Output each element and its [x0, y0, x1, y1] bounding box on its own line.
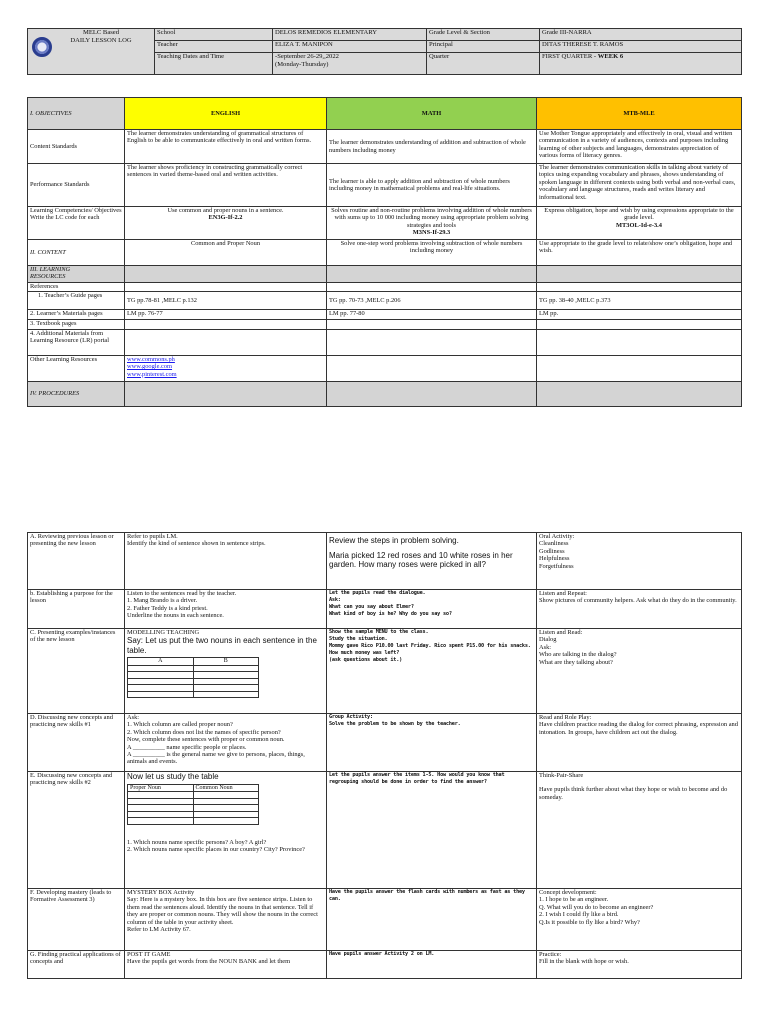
procedure-d-english [125, 714, 327, 772]
quarter-text: FIRST QUARTER - [542, 53, 597, 60]
principal-label: Principal [427, 41, 540, 53]
procedures-label: IV. PROCEDURES [28, 382, 125, 407]
procedure-d-math-line: Group Activity: [329, 714, 373, 720]
mtb-header: MTB-MLE [537, 98, 742, 130]
procedure-e-mtb [537, 772, 742, 889]
procedure-a-mtb-line: Forgetfulness [539, 562, 574, 570]
competency-mtb-text: Express obligation, hope and wish by using expressions appropriate to the grade level. [544, 207, 734, 222]
procedure-c-english [125, 629, 327, 714]
references-mtb [537, 283, 742, 292]
resources-math [327, 266, 537, 283]
procedure-f-english [125, 889, 327, 951]
procedure-c-math-line: Mommy gave Rico P10.00 last Friday. Rico spent P15.00 for his snacks. [329, 643, 531, 649]
procedure-e-math-line: Let the pupils answer the items 1-5. How would you know that regrouping should be done in order to find the answer? [329, 772, 505, 785]
procedure-a-label: A. Reviewing previous lesson or presenting the new lesson [28, 533, 125, 590]
objectives-label: I. OBJECTIVES [28, 98, 125, 130]
learner-materials-mtb: LM pp. [537, 310, 742, 320]
procedure-a-english-line: Identify the kind of sentence shown in sentence strips. [127, 540, 266, 548]
competency-math-code: M3NS-If-29.3 [412, 229, 451, 237]
additional-mtb [537, 330, 742, 356]
objectives-table [27, 97, 742, 407]
resources-label-line1: III. LEARNING [30, 266, 71, 273]
deped-seal-icon [32, 37, 52, 57]
dates-label: Teaching Dates and Time [155, 53, 273, 75]
teacher-label: Teacher [155, 41, 273, 53]
learner-materials-english: LM pp. 76-77 [125, 310, 327, 320]
teacher-guide-english: TG pp.78-81 ,MELC p.132 [125, 292, 327, 310]
procedure-b-mtb-line: Listen and Repeat: [539, 590, 587, 597]
content-standards-math: The learner demonstrates understanding of addition and subtraction of whole numbers including money [327, 130, 537, 164]
content-math [327, 240, 537, 266]
procedure-c-mtb-line: Listen and Read: [539, 629, 583, 636]
school-value: DELOS REMEDIOS ELEMENTARY [273, 29, 427, 41]
procedure-c-english-say: Say: Let us put the two nouns in each sentence in the table. [127, 636, 317, 655]
competency-math-text: Solves routine and non-routine problems involving addition of whole numbers with sums up to 10 000 including money using appropriate problem solving strategies and tools [331, 207, 532, 229]
procedure-b-english-line: Listen to the sentences read by the teacher. [127, 590, 237, 597]
procedure-f-mtb [537, 889, 742, 951]
procedure-b-label: b. Establishing a purpose for the lesson [28, 590, 125, 629]
dates-value [273, 53, 427, 75]
procedure-a-math [327, 533, 537, 590]
noun-columns-table [127, 657, 259, 698]
procedure-b-english-line: 1. Mang Brando is a driver. [127, 597, 198, 605]
procedure-b-english-line: 2. Father Teddy is a kind priest. [127, 604, 208, 612]
procedure-g-label: G. Finding practical applications of concepts and [28, 951, 125, 979]
references-english [125, 283, 327, 292]
procedure-e-english-line: 1. Which nouns name specific persons? A boy? A girl? [127, 838, 267, 846]
procedure-e-mtb-line: Have pupils think further about what they hope or wish to become and do someday. [539, 786, 728, 801]
competency-mtb-code: MT3OL-Id-e-3.4 [616, 221, 662, 229]
procedure-c-mtb-line: Who are talking in the dialog? [539, 651, 617, 659]
procedure-d-label: D. Discussing new concepts and practicing new skills #1 [28, 714, 125, 772]
competency-english-code: EN3G-If-2.2 [208, 214, 243, 222]
textbook-english [125, 320, 327, 330]
procedure-a-mtb-line: Helpfulness [539, 555, 570, 563]
performance-standards-mtb: The learner demonstrates communication skills in talking about variety of topics using expanding vocabulary and phrases, shows understanding of spoken language in different contexts using both verbal and non-verbal cues, vocabulary and language structures, reads and writes literary and informational text. [537, 164, 742, 207]
procedure-b-english-line: Underline the nouns in each sentence. [127, 612, 224, 620]
content-label: II. CONTENT [28, 240, 125, 266]
procedure-row-g [28, 951, 742, 979]
performance-standards-english: The learner shows proficiency in constructing grammatically correct sentences in varied theme-based oral and written activities. [125, 164, 327, 207]
dll-title-line2: DAILY LESSON LOG [70, 37, 132, 44]
procedure-g-english-line: POST IT GAME [127, 951, 171, 958]
references-math [327, 283, 537, 292]
dates-range: -September 26-29,,2022 [275, 53, 339, 60]
procedure-f-math-line: Have the pupils answer the flash cards with numbers as fast as they can. [329, 889, 525, 902]
procedure-a-mtb-line: Oral Activity: [539, 533, 575, 540]
procedure-d-mtb [537, 714, 742, 772]
resources-label [28, 266, 125, 283]
content-math-text2: including money [409, 247, 454, 255]
competency-label [28, 207, 125, 240]
procedure-f-mtb-line: Concept development: [539, 889, 597, 896]
procedure-c-mtb [537, 629, 742, 714]
col-a-header: A [128, 658, 194, 666]
teacher-guide-label: 1. Teacher’s Guide pages [28, 292, 125, 310]
procedure-g-math-line: Have pupils answer Activity 2 on LM. [329, 951, 435, 957]
quarter-label: Quarter [427, 53, 540, 75]
procedure-g-mtb-line: Fill in the blank with hope or wish. [539, 958, 629, 966]
procedures-math [327, 382, 537, 407]
table-cell [193, 691, 259, 698]
procedure-c-mtb-line: Dialog [539, 636, 557, 644]
procedure-f-mtb-line: 2. I wish I could fly like a bird. [539, 911, 619, 919]
procedure-a-math-line: Maria picked 12 red roses and 10 white roses in her garden. How many roses were picked in all? [329, 550, 513, 569]
procedure-c-math-line: (ask questions about it.) [329, 657, 403, 663]
procedure-d-english-line: A __________ name specific people or places. [127, 743, 247, 751]
procedure-f-math [327, 889, 537, 951]
procedure-a-english [125, 533, 327, 590]
procedure-f-mtb-line: 1. I hope to be an engineer. [539, 896, 609, 904]
learner-materials-math: LM pp. 77-80 [327, 310, 537, 320]
procedure-g-mtb [537, 951, 742, 979]
additional-english [125, 330, 327, 356]
procedure-c-math-line: Show the sample MENU to the class. [329, 629, 429, 635]
textbook-label: 3. Textbook pages [28, 320, 125, 330]
procedure-c-mtb-line: What are they talking about? [539, 658, 613, 666]
textbook-math [327, 320, 537, 330]
procedure-g-mtb-line: Practice: [539, 951, 562, 958]
procedure-b-math-line: What can you say about Elmer? [329, 604, 414, 610]
procedure-a-english-line: Refer to pupils LM. [127, 533, 178, 540]
quarter-value [540, 53, 742, 75]
week-text: WEEK 6 [597, 53, 624, 60]
procedure-d-mtb-line: Read and Role Play: [539, 714, 592, 721]
performance-standards-label: Performance Standards [28, 164, 125, 207]
content-standards-english: The learner demonstrates understanding of grammatical structures of English to be able to communicate effectively in oral and written forms. [125, 130, 327, 164]
procedures-table [27, 532, 742, 979]
resources-label-line2: RESOURCES [30, 273, 66, 281]
common-noun-header: Common Noun [193, 784, 259, 792]
content-math-text: Solve one-step word problems involving subtraction of whole numbers [340, 240, 523, 247]
school-label: School [155, 29, 273, 41]
grade-label: Grade Level & Section [427, 29, 540, 41]
procedure-row-c [28, 629, 742, 714]
other-resources-math [327, 356, 537, 382]
teacher-value: ELIZA T. MANIPON [273, 41, 427, 53]
performance-standards-math: The learner is able to apply addition and subtraction of whole numbers including money in mathematical problems and real-life situations. [327, 164, 537, 207]
header-table [27, 28, 742, 75]
proper-common-noun-table [127, 784, 259, 825]
procedure-row-f [28, 889, 742, 951]
procedure-d-mtb-line: Have children practice reading the dialog for correct phrasing, expression and intonation. In groups, have children act out the dialog. [539, 721, 738, 736]
competency-math [327, 207, 537, 240]
link-google[interactable]: www.google.com [127, 363, 173, 371]
procedure-g-english [125, 951, 327, 979]
procedure-f-english-line: Refer to LM Activity 67. [127, 926, 191, 934]
procedure-row-e [28, 772, 742, 889]
procedures-mtb [537, 382, 742, 407]
english-header: ENGLISH [125, 98, 327, 130]
procedure-g-math [327, 951, 537, 979]
logo-cell [28, 29, 155, 75]
content-english: Common and Proper Noun [125, 240, 327, 266]
dates-days: (Monday-Thursday) [275, 61, 329, 68]
procedure-b-mtb-line: Show pictures of community helpers. Ask what do they do in the community. [539, 597, 737, 605]
competency-mtb [537, 207, 742, 240]
procedure-row-a [28, 533, 742, 590]
procedure-f-english-line: Say: Here is a mystery box. In this box are five sentence strips. Listen to them read the sentences aloud. Identify the nouns in that sentence. Tell if they are proper or common nouns. They will show the nouns in the correct column of the table in your activity sheet. [127, 896, 318, 926]
other-resources-english [125, 356, 327, 382]
other-resources-label: Other Learning Resources [28, 356, 125, 382]
procedure-b-math-line: Let the pupils read the dialogue. [329, 590, 426, 596]
procedure-e-english [125, 772, 327, 889]
procedure-a-mtb-line: Cleanliness [539, 540, 569, 548]
procedure-a-mtb-line: Godliness [539, 547, 565, 555]
learner-materials-label: 2. Learner’s Materials pages [28, 310, 125, 320]
additional-math [327, 330, 537, 356]
content-standards-label: Content Standards [28, 130, 125, 164]
procedure-f-mtb-line: Q.Is it possible to fly like a bird? Why? [539, 918, 640, 926]
procedure-b-mtb [537, 590, 742, 629]
math-header: MATH [327, 98, 537, 130]
competency-label-line2: Write the LC code for each [30, 214, 100, 222]
procedure-d-english-line: 1. Which column are called proper noun? [127, 721, 233, 729]
procedure-a-math-line: Review the steps in problem solving. [329, 536, 459, 545]
procedure-e-english-line: 2. Which nouns name specific places in our country? City? Province? [127, 845, 305, 853]
procedure-b-math [327, 590, 537, 629]
other-resources-mtb [537, 356, 742, 382]
procedure-b-english [125, 590, 327, 629]
additional-label: 4. Additional Materials from Learning Resource (LR) portal [28, 330, 125, 356]
procedure-c-math [327, 629, 537, 714]
procedure-c-english-title: MODELLING TEACHING [127, 629, 200, 636]
procedure-e-english-title: Now let us study the table [127, 772, 219, 781]
teacher-guide-math: TG pp. 70-73 ,MELC p.206 [327, 292, 537, 310]
procedures-english [125, 382, 327, 407]
resources-mtb [537, 266, 742, 283]
content-standards-mtb: Use Mother Tongue appropriately and effectively in oral, visual and written communication in a variety of audiences, contexts and purposes including learning of other subjects and languages, demonstrates appreciation of various forms of literacy genres. [537, 130, 742, 164]
table-cell [193, 818, 259, 825]
procedure-d-english-line: Now, complete these sentences with proper or common noun. [127, 736, 285, 744]
procedure-f-mtb-line: Q. What will you do to become an engineer? [539, 903, 654, 911]
procedure-c-math-line: Study the situation. [329, 636, 388, 642]
grade-value: Grade III-NARRA [540, 29, 742, 41]
teacher-guide-mtb: TG pp. 38-40 ,MELC p.373 [537, 292, 742, 310]
competency-english [125, 207, 327, 240]
table-cell [128, 818, 194, 825]
resources-english [125, 266, 327, 283]
procedure-c-label: C. Presenting examples/instances of the new lesson [28, 629, 125, 714]
col-b-header: B [193, 658, 259, 666]
references-label: References [28, 283, 125, 292]
procedure-g-english-line: Have the pupils get words from the NOUN BANK and let them [127, 958, 291, 966]
procedure-d-math [327, 714, 537, 772]
procedure-d-english-line: Ask: [127, 714, 140, 721]
link-commons[interactable]: www.commons.ph [127, 356, 175, 363]
procedure-e-mtb-line: Think-Pair-Share [539, 772, 584, 779]
textbook-mtb [537, 320, 742, 330]
procedure-a-mtb [537, 533, 742, 590]
procedure-c-math-line: How much money was left? [329, 650, 400, 656]
link-pinterest[interactable]: www.pinterest.com [127, 370, 177, 378]
procedure-b-math-line: Ask: [329, 597, 341, 603]
procedure-f-label: F. Developing mastery (leads to Formative Assessment 3) [28, 889, 125, 951]
procedure-row-b [28, 590, 742, 629]
procedure-row-d [28, 714, 742, 772]
procedure-c-mtb-line: Ask: [539, 643, 552, 651]
principal-value: DITAS THERESE T. RAMOS [540, 41, 742, 53]
procedure-b-math-line: What kind of boy is he? Why do you say so? [329, 611, 452, 617]
procedure-e-label: E. Discussing new concepts and practicing new skills #2 [28, 772, 125, 889]
proper-noun-header: Proper Noun [128, 784, 194, 792]
competency-english-text: Use common and proper nouns in a sentence. [167, 207, 284, 214]
procedure-f-english-line: MYSTERY BOX Activity [127, 889, 195, 896]
procedure-e-math [327, 772, 537, 889]
competency-label-line1: Learning Competencies/ Objectives [30, 207, 122, 214]
content-mtb: Use appropriate to the grade level to relate/show one’s obligation, hope and wish. [537, 240, 742, 266]
procedure-d-english-line: 2. Which column does not list the names of specific person? [127, 728, 281, 736]
procedure-d-math-line: Solve the problem to be shown by the teacher. [329, 721, 461, 727]
dll-title-line1: MELC Based [82, 29, 120, 36]
procedure-d-english-line: A __________ is the general name we give to persons, places, things, animals and events. [127, 751, 305, 766]
table-cell [128, 691, 194, 698]
